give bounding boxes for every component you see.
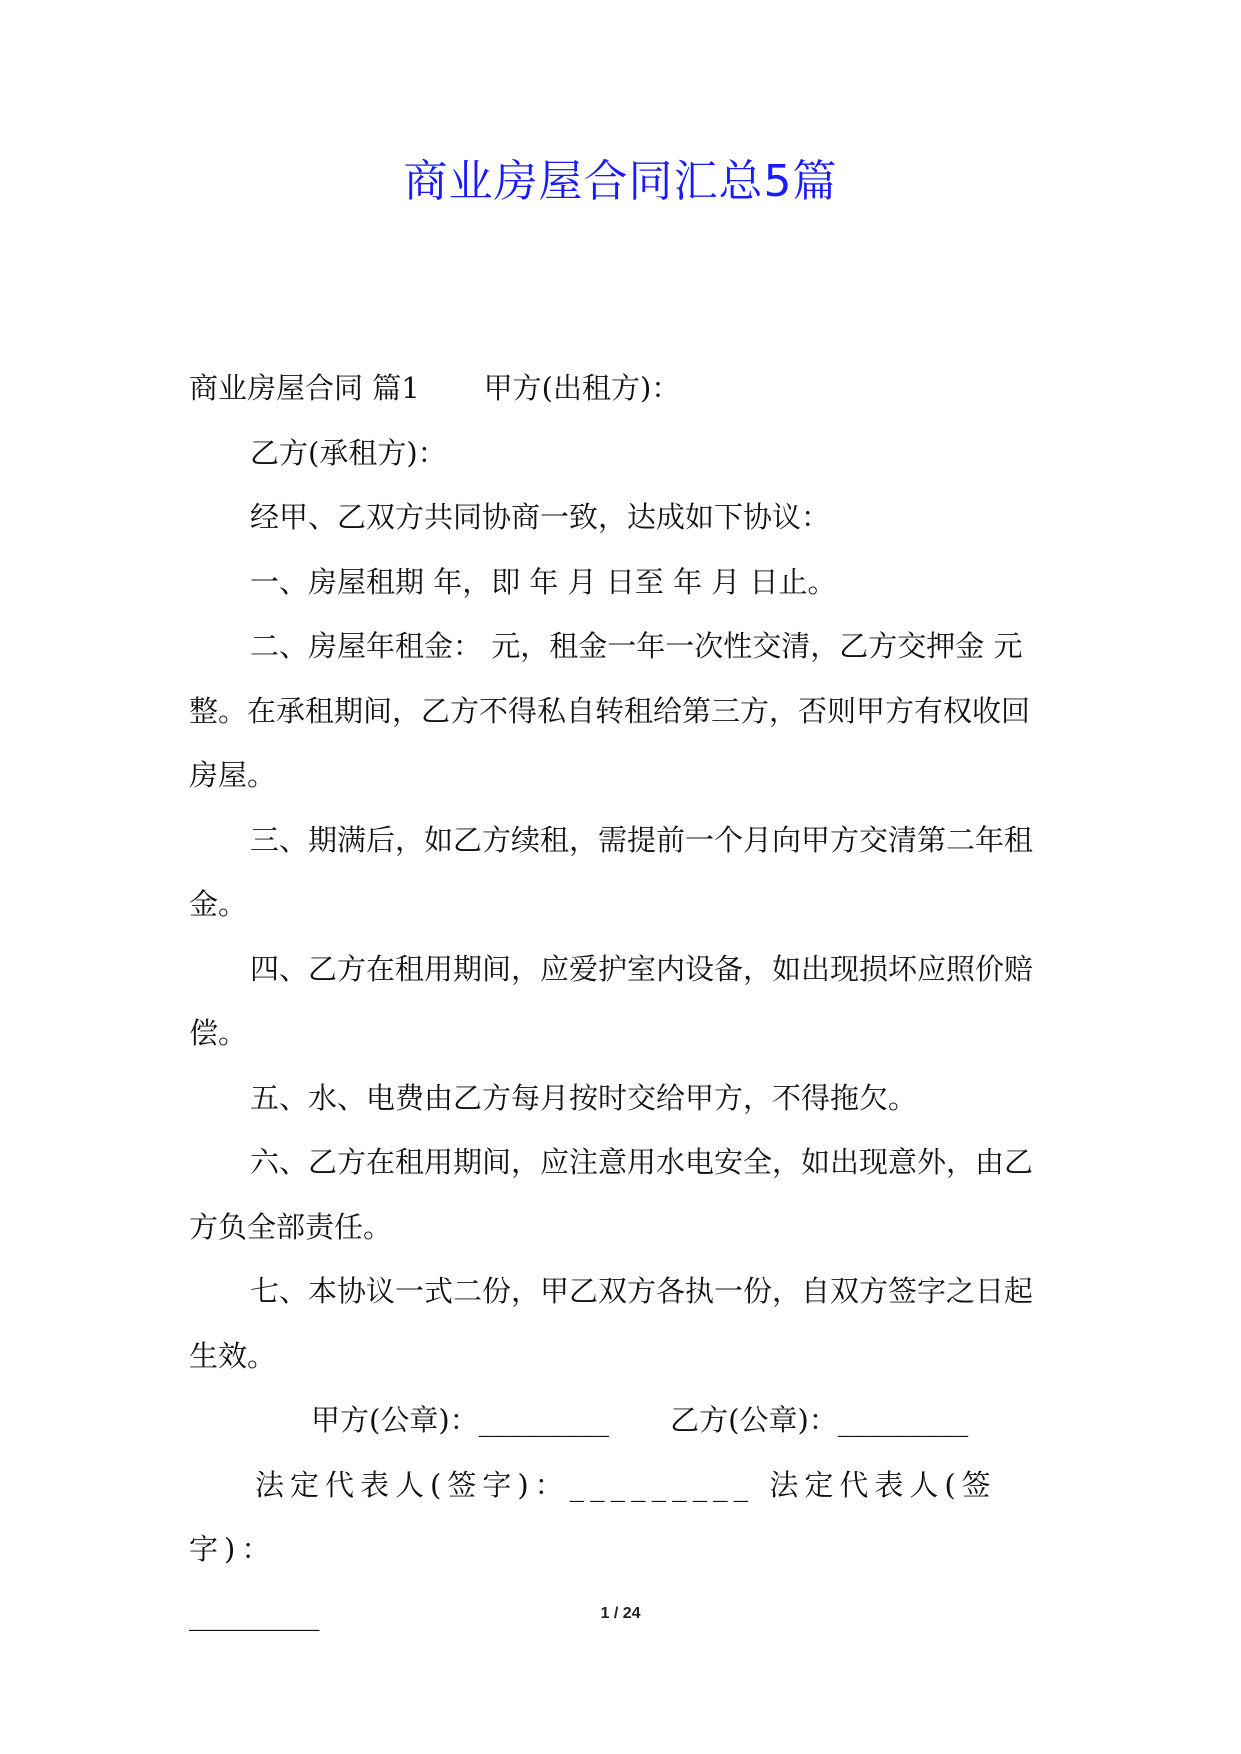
clause-6: 六、乙方在租用期间，应注意用水电安全，如出现意外，由乙方负全部责任。: [189, 1145, 1034, 1244]
seal-line: [189, 1388, 1052, 1453]
clause-4: 四、乙方在租用期间，应爱护室内设备，如出现损坏应照价赔偿。: [189, 951, 1034, 1050]
party-a-lessor: 甲方(出租方)：: [483, 371, 681, 405]
intro-paragraph: 经甲、乙双方共同协商一致，达成如下协议：: [250, 500, 831, 534]
representative-party-a: 法定代表人(签字)：_________: [255, 1467, 755, 1502]
representative-party-b-line: _________: [189, 1596, 320, 1631]
document-body: [189, 356, 1052, 1646]
clause-3: 三、期满后，如乙方续租，需提前一个月向甲方交清第二年租金。: [189, 822, 1034, 921]
party-b-lessee: 乙方(承租方)：: [250, 435, 447, 470]
clause-2: 二、房屋年租金： 元，租金一年一次性交清，乙方交押金 元整。在承租期间，乙方不得私自转租给第三方，否则甲方有权收回房屋。: [189, 629, 1031, 792]
clause-5: 五、水、电费由乙方每月按时交给甲方，不得拖欠。: [250, 1080, 918, 1115]
seal-party-b: 乙方(公章)：_________: [670, 1403, 969, 1437]
document-title: 商业房屋合同汇总5篇: [403, 156, 838, 207]
seal-party-a: 甲方(公章)：_________: [311, 1403, 610, 1437]
section-heading: 商业房屋合同 篇1: [189, 371, 420, 405]
clause-7: 七、本协议一式二份，甲乙双方各执一份，自双方签字之日起生效。: [189, 1274, 1034, 1373]
clause-1: 一、房屋租期 年，即 年 月 日至 年 月 日止。: [250, 564, 837, 599]
representative-party-b: 法定代表人(签字)：: [189, 1467, 997, 1566]
section-heading-line: [189, 356, 1052, 421]
representative-line: [189, 1453, 1052, 1582]
page-indicator: 1 / 24: [600, 1605, 641, 1622]
